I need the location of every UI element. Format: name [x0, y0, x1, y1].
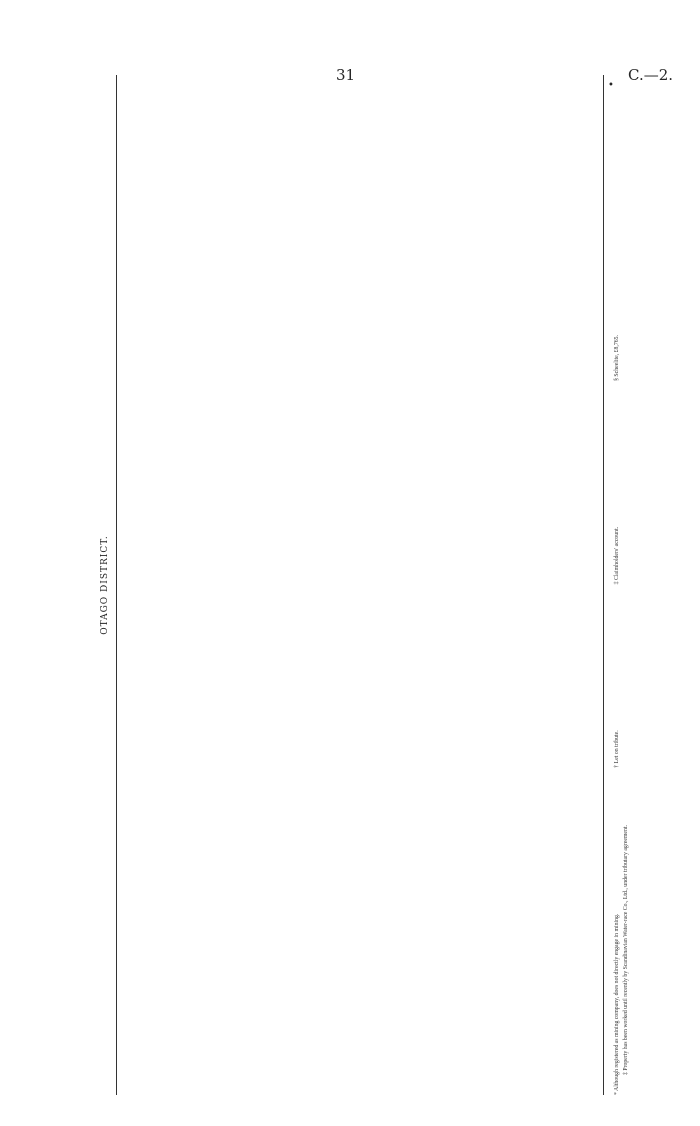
footnote-line-1: [614, 335, 620, 1095]
document-reference: C.—2.: [628, 66, 674, 84]
page-number: 31: [336, 66, 356, 84]
otago-district-table: [116, 75, 604, 1095]
footnote-tribute: † Let on tribute.: [614, 730, 620, 768]
footnote-line-2: ‡ Property has been worked until recently by Scandinavian Water-race Co., Ltd., under tributary agreement.: [623, 825, 629, 1075]
rotated-table-block: [100, 75, 660, 1095]
district-title: OTAGO DISTRICT.: [100, 535, 110, 635]
footnote-claimholders: ‡ Claimholders' account.: [614, 526, 620, 585]
header-dot-mark: •: [608, 80, 614, 91]
footnote-not-mining: * Although registered as mining company, does not directly engage in mining.: [614, 913, 620, 1095]
footnote-scheelite: § Scheelite, £8,765.: [614, 335, 620, 381]
footnotes: [608, 75, 629, 1095]
